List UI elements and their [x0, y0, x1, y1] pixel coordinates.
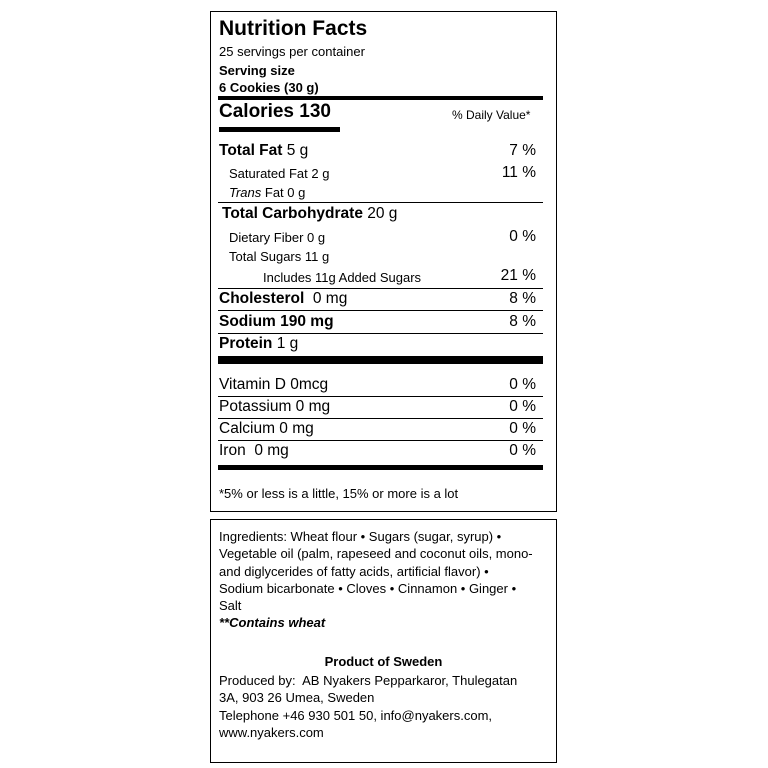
total-fat-label: Total Fat — [219, 142, 283, 159]
total-carb-label: Total Carbohydrate — [222, 205, 363, 222]
sodium-label: Sodium 190 mg — [219, 313, 334, 330]
divider — [218, 288, 543, 289]
cholesterol-amount: 0 mg — [304, 290, 348, 307]
potassium-label: Potassium 0 mg — [219, 398, 331, 415]
divider — [218, 202, 543, 203]
cholesterol-label: Cholesterol — [219, 290, 305, 307]
sodium-dv: 8 % — [509, 313, 536, 330]
ingredients-line: Vegetable oil (palm, rapeseed and coconut oils, mono- — [219, 546, 533, 562]
added-sugars-label: Includes 11g Added Sugars — [263, 270, 422, 285]
protein-amount: 1 g — [272, 335, 299, 352]
total-carb-amount: 20 g — [362, 205, 398, 222]
saturated-fat-dv: 11 % — [501, 164, 536, 181]
thick-divider — [218, 465, 543, 470]
total-fat-amount: 5 g — [282, 142, 309, 159]
total-carb-row — [222, 205, 397, 223]
calories: Calories 130 — [219, 101, 331, 122]
allergen-statement: **Contains wheat — [219, 615, 326, 631]
protein-row — [219, 335, 298, 353]
ingredients-line: Sodium bicarbonate • Cloves • Cinnamon • Ginger • — [219, 580, 517, 596]
thick-divider — [218, 96, 543, 100]
product-origin: Product of Sweden — [324, 654, 443, 669]
serving-size-value: 6 Cookies (30 g) — [219, 80, 319, 95]
ingredients-line: and diglycerides of fatty acids, artificial flavor) • — [219, 563, 489, 579]
divider — [218, 333, 543, 334]
divider — [218, 310, 543, 311]
producer-info — [219, 672, 549, 741]
daily-value-footnote: *5% or less is a little, 15% or more is a lot — [219, 486, 459, 501]
dietary-fiber-label: Dietary Fiber 0 g — [229, 230, 326, 245]
saturated-fat-label: Saturated Fat 2 g — [229, 166, 330, 181]
divider — [218, 418, 543, 419]
cholesterol-row — [219, 290, 347, 308]
producer-line: www.nyakers.com — [219, 724, 324, 740]
producer-line: Produced by: AB Nyakers Pepparkaror, Thulegatan — [219, 673, 518, 688]
iron-label: Iron 0 mg — [219, 442, 289, 459]
calories-underline — [219, 127, 340, 132]
daily-value-header: % Daily Value* — [452, 108, 531, 122]
vitamin-d-dv: 0 % — [509, 376, 536, 393]
protein-label: Protein — [219, 335, 273, 352]
divider — [218, 440, 543, 441]
divider — [218, 396, 543, 397]
producer-line: 3A, 903 26 Umea, Sweden — [219, 690, 375, 706]
ingredients-line: Ingredients: Wheat flour • Sugars (sugar, syrup) • — [219, 529, 502, 544]
vitamin-d-label: Vitamin D 0mcg — [219, 376, 329, 393]
added-sugars-dv: 21 % — [500, 267, 536, 284]
trans-fat-row — [229, 185, 305, 200]
iron-dv: 0 % — [509, 442, 536, 459]
trans-fat-rest: Fat 0 g — [261, 185, 306, 200]
serving-size-label: Serving size — [219, 63, 295, 78]
ingredients-line: Salt — [219, 598, 242, 614]
total-fat-row — [219, 142, 308, 160]
trans-italic: Trans — [229, 185, 262, 200]
calcium-label: Calcium 0 mg — [219, 420, 314, 437]
potassium-dv: 0 % — [509, 398, 536, 415]
producer-line: Telephone +46 930 501 50, info@nyakers.com, — [219, 707, 493, 723]
thick-divider — [218, 356, 543, 364]
nutrition-facts-title: Nutrition Facts — [219, 17, 368, 40]
total-sugars-label: Total Sugars 11 g — [229, 249, 330, 264]
ingredients-list — [219, 528, 549, 632]
servings-per-container: 25 servings per container — [219, 44, 365, 59]
cholesterol-dv: 8 % — [509, 290, 536, 307]
total-fat-dv: 7 % — [509, 142, 536, 159]
calcium-dv: 0 % — [509, 420, 536, 437]
dietary-fiber-dv: 0 % — [509, 228, 536, 245]
